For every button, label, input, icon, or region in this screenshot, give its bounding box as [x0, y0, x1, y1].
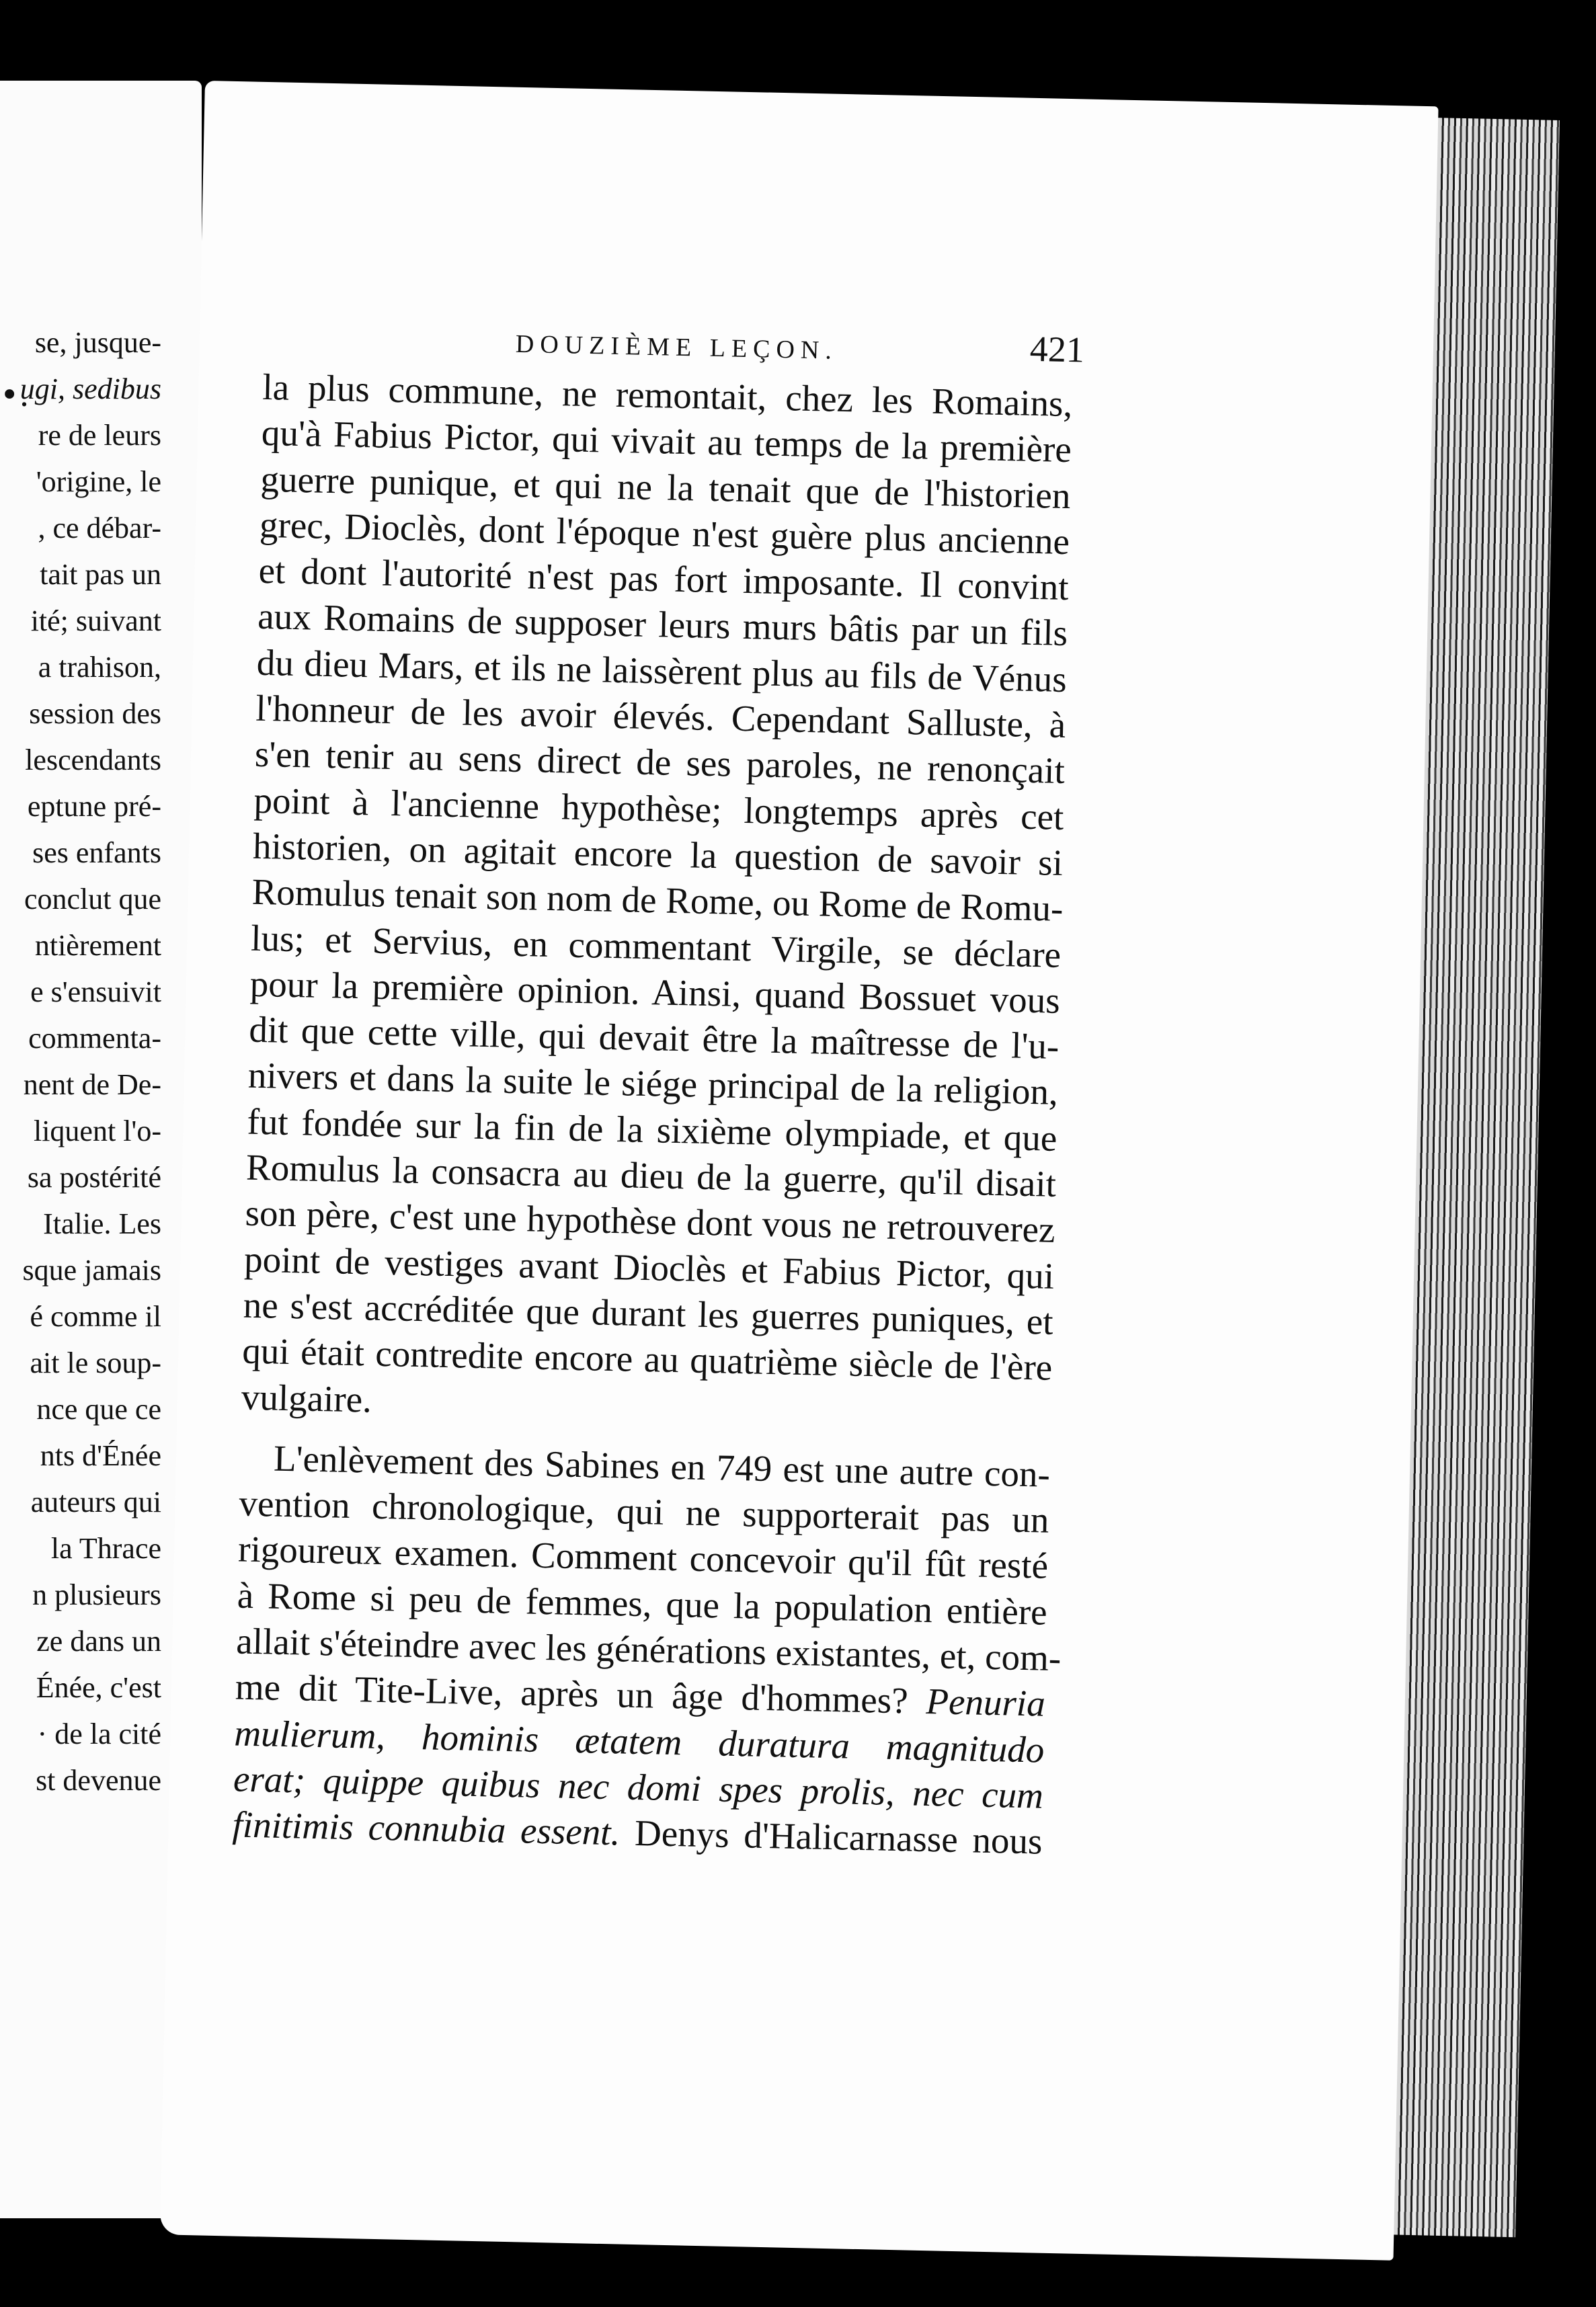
- text-line: du dieu Mars, et ils ne laissèrent plus au fils de Vénus: [256, 641, 1068, 700]
- previous-page-line: re de leurs: [38, 419, 161, 452]
- text-line: Romulus tenait son nom de Rome, ou Rome de Romu-: [251, 871, 1064, 930]
- text-line: qu'à Fabius Pictor, qui vivait au temps de la première: [261, 412, 1072, 471]
- previous-page-line: ait le soup-: [30, 1346, 161, 1379]
- previous-page-lines: [0, 319, 202, 1804]
- previous-page-line: st devenue: [36, 1764, 161, 1797]
- text-line: dit que cette ville, qui devait être la maîtresse de l'u-: [248, 1008, 1060, 1067]
- previous-page-line: ité; suivant: [30, 604, 161, 637]
- text-line: me dit Tite-Live, après un âge d'hommes? Penuria: [235, 1666, 1046, 1725]
- text-line: vention chronologique, qui ne supporterait pas un: [239, 1482, 1050, 1541]
- previous-page-line: 'origine, le: [36, 465, 161, 498]
- previous-page-line: n plusieurs: [32, 1578, 161, 1611]
- previous-page-line: liquent l'o-: [33, 1115, 161, 1147]
- previous-page-line: e s'ensuivit: [30, 975, 161, 1008]
- text-line: Romulus la consacra au dieu de la guerre, qu'il disait: [245, 1146, 1057, 1205]
- text-line: aux Romains de supposer leurs murs bâtis par un fils: [257, 596, 1068, 654]
- text-line: la plus commune, ne remontait, chez les Romains,: [262, 366, 1073, 425]
- text-line: finitimis connubia essent. Denys d'Halicarnasse nous: [232, 1804, 1043, 1862]
- previous-page-line: nent de De-: [23, 1068, 161, 1101]
- latin-quote: mulierum, hominis ætatem duratura magnitudo: [233, 1712, 1045, 1771]
- previous-page-line: ntièrement: [34, 929, 161, 962]
- latin-quote: erat; quippe quibus nec domi spes prolis, nec cum: [233, 1758, 1044, 1816]
- text-line: nivers et dans la suite le siége principal de la religion,: [247, 1055, 1059, 1113]
- previous-page-line: eptune pré-: [27, 790, 161, 823]
- previous-page-line: auteurs qui: [30, 1486, 161, 1519]
- previous-page-line: lescendants: [25, 743, 161, 776]
- text-line: L'enlèvement des Sabines en 749 est une autre con-: [273, 1437, 1051, 1495]
- text-line: s'en tenir au sens direct de ses paroles, ne renonçait: [254, 733, 1066, 792]
- previous-page-line: se, jusque-: [34, 326, 161, 359]
- book-page: [160, 81, 1439, 2261]
- latin-quote: finitimis connubia essent.: [232, 1804, 621, 1853]
- text-line: qui était contredite encore au quatrième siècle de l'ère: [241, 1330, 1053, 1389]
- latin-quote: Penuria: [925, 1681, 1046, 1725]
- text-line: historien, on agitait encore la question de savoir si: [252, 825, 1064, 883]
- previous-page-line: ses enfants: [32, 836, 161, 869]
- paragraph-1: [241, 364, 1073, 1437]
- text-line: fut fondée sur la fin de la sixième olympiade, et que: [246, 1100, 1058, 1159]
- previous-page-line: nce que ce: [36, 1393, 161, 1426]
- previous-page-line: la Thrace: [50, 1532, 161, 1565]
- previous-page-line: tait pas un: [40, 558, 161, 591]
- previous-page-line: Italie. Les: [43, 1207, 161, 1240]
- text-line: grec, Dioclès, dont l'époque n'est guère plus ancienne: [259, 503, 1070, 562]
- previous-page-line: ze dans un: [36, 1625, 161, 1658]
- text-line: guerre punique, et qui ne la tenait que de l'historien: [260, 458, 1071, 516]
- previous-page-line: nts d'Énée: [40, 1439, 161, 1472]
- chapter-title: DOUZIÈME LEÇON.: [515, 329, 838, 365]
- text-line: l'honneur de les avoir élevés. Cependant Salluste, à: [255, 687, 1066, 746]
- text-line: point de vestiges avant Dioclès et Fabius Pictor, qui: [243, 1238, 1055, 1297]
- text-line: rigoureux examen. Comment concevoir qu'il fût resté: [237, 1528, 1049, 1587]
- paragraph-2: [232, 1434, 1062, 1865]
- text-line: point à l'ancienne hypothèse; longtemps après cet: [253, 779, 1064, 838]
- previous-page-line: a trahison,: [38, 651, 161, 684]
- running-head: [200, 323, 1433, 370]
- previous-page-line: Énée, c'est: [36, 1671, 161, 1704]
- previous-page-line: ugi, sedibus: [19, 372, 161, 405]
- text-line: vulgaire.: [241, 1376, 372, 1420]
- text-line: ne s'est accréditée que durant les guerres puniques, et: [243, 1284, 1054, 1342]
- body-text: [232, 364, 1073, 1865]
- text-line: allait s'éteindre avec les générations existantes, et, com-: [235, 1620, 1062, 1679]
- text-line: pour la première opinion. Ainsi, quand Bossuet vous: [249, 963, 1061, 1021]
- previous-page-line: · de la cité: [37, 1717, 161, 1750]
- previous-page-line: é comme il: [30, 1300, 161, 1333]
- previous-page-line: session des: [29, 697, 161, 730]
- page-mark: •.: [0, 376, 30, 414]
- previous-page-line: sa postérité: [27, 1161, 161, 1194]
- text-line: son père, c'est une hypothèse dont vous ne retrouverez: [245, 1192, 1056, 1251]
- text-line: et dont l'autorité n'est pas fort imposante. Il convint: [258, 550, 1070, 608]
- text-line: à Rome si peu de femmes, que la population entière: [237, 1574, 1048, 1633]
- page-number: 421: [1029, 328, 1085, 370]
- previous-page-line: conclut que: [24, 883, 161, 916]
- previous-page-line: sque jamais: [22, 1254, 161, 1287]
- previous-page-line: , ce débar-: [38, 512, 161, 544]
- previous-page-line: commenta-: [28, 1022, 161, 1055]
- text-line: lus; et Servius, en commentant Virgile, se déclare: [250, 917, 1062, 975]
